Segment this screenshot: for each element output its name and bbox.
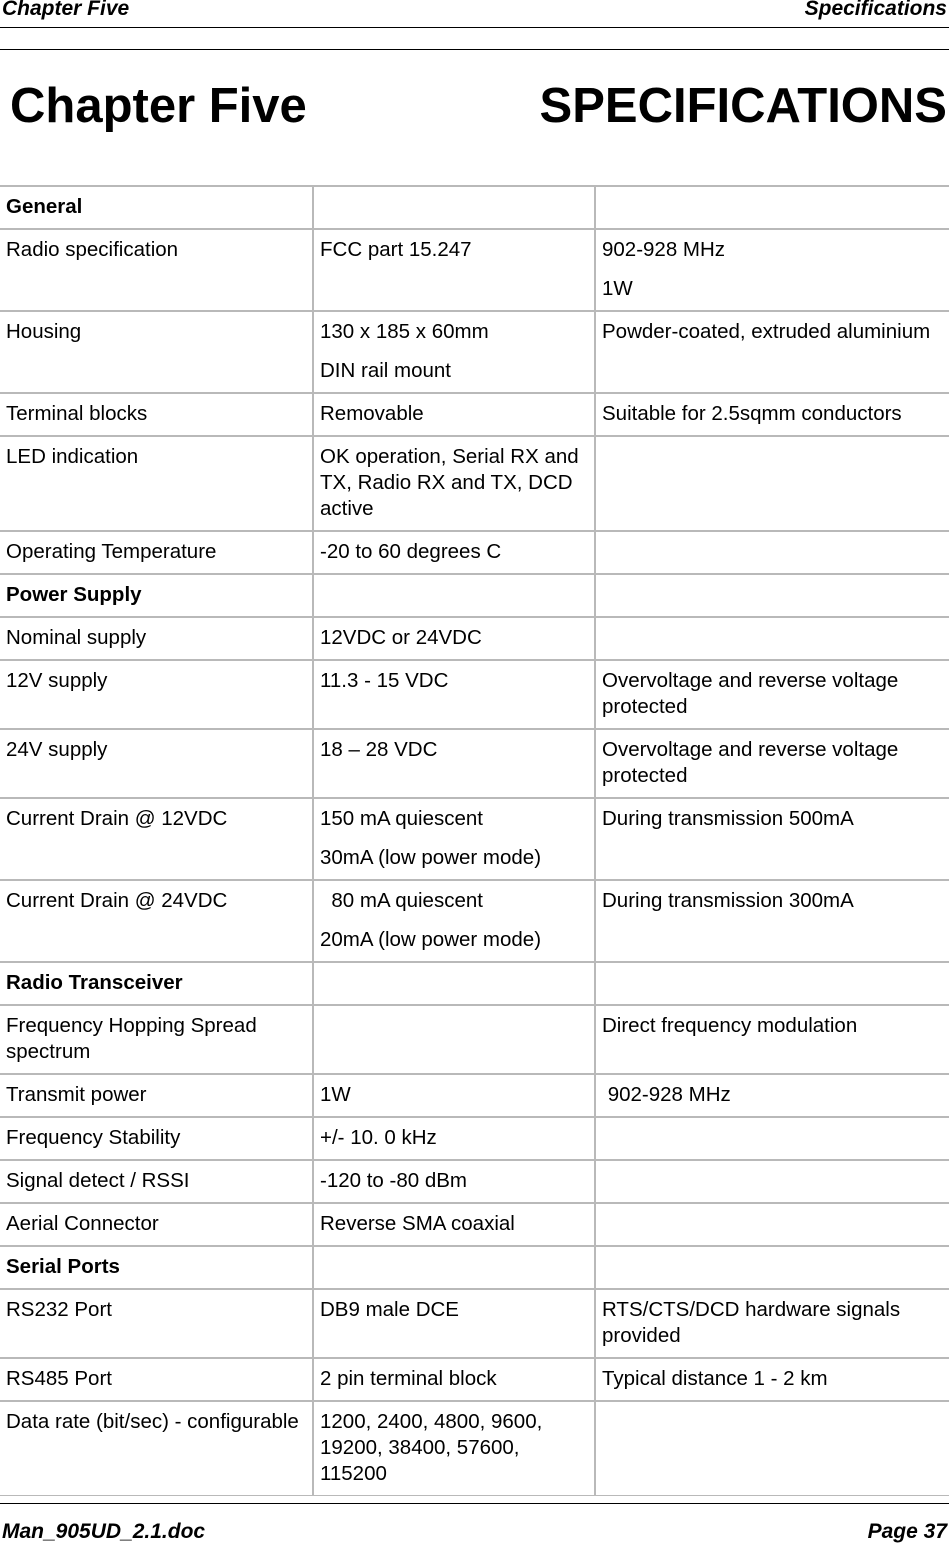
table-row	[0, 1401, 949, 1496]
spec-label: Signal detect / RSSI	[0, 1160, 313, 1203]
spec-note: Powder-coated, extruded aluminium	[595, 311, 949, 393]
spec-note-line: 1W	[602, 277, 633, 300]
spec-value	[313, 798, 595, 880]
spec-value: 11.3 - 15 VDC	[313, 660, 595, 729]
spec-value-line: DIN rail mount	[320, 359, 452, 382]
table-row	[0, 1074, 949, 1117]
header-rule	[0, 49, 949, 50]
spec-note	[595, 1246, 949, 1289]
spec-note: Overvoltage and reverse voltage protected	[595, 729, 949, 798]
spec-label: RS232 Port	[0, 1289, 313, 1358]
spec-value	[313, 880, 595, 962]
spec-value: 1W	[313, 1074, 595, 1117]
spec-note: During transmission 300mA	[595, 880, 949, 962]
footer-document-name: Man_905UD_2.1.doc	[2, 1520, 206, 1543]
table-row	[0, 1160, 949, 1203]
table-row	[0, 880, 949, 962]
table-row	[0, 1358, 949, 1401]
spec-note: 902-928 MHz	[595, 1074, 949, 1117]
spec-label: Nominal supply	[0, 617, 313, 660]
spec-note: RTS/CTS/DCD hardware signals provided	[595, 1289, 949, 1358]
table-row	[0, 798, 949, 880]
table-row	[0, 311, 949, 393]
spec-note: Typical distance 1 - 2 km	[595, 1358, 949, 1401]
footer-rule	[0, 1503, 949, 1504]
spec-note	[595, 186, 949, 229]
table-row	[0, 531, 949, 574]
spec-note	[595, 617, 949, 660]
spec-note: Overvoltage and reverse voltage protected	[595, 660, 949, 729]
spec-label: Data rate (bit/sec) - configurable	[0, 1401, 313, 1496]
spec-note-line: 902-928 MHz	[602, 238, 726, 261]
spec-label: Operating Temperature	[0, 531, 313, 574]
spec-label: Housing	[0, 311, 313, 393]
spec-value: -20 to 60 degrees C	[313, 531, 595, 574]
header-chapter: Chapter Five	[2, 0, 130, 20]
table-row	[0, 1289, 949, 1358]
section-heading: General	[0, 186, 313, 229]
table-row	[0, 729, 949, 798]
table-row	[0, 393, 949, 436]
spec-value-line: 30mA (low power mode)	[320, 846, 542, 869]
spec-value: 1200, 2400, 4800, 9600, 19200, 38400, 57600, 115200	[313, 1401, 595, 1496]
spec-label: Aerial Connector	[0, 1203, 313, 1246]
spec-value: Reverse SMA coaxial	[313, 1203, 595, 1246]
spec-label: Frequency Hopping Spread spectrum	[0, 1005, 313, 1074]
spec-note	[595, 574, 949, 617]
section-row-power-supply	[0, 574, 949, 617]
spec-label: Radio specification	[0, 229, 313, 311]
spec-note	[595, 962, 949, 1005]
section-heading: Power Supply	[0, 574, 313, 617]
table-row	[0, 660, 949, 729]
spec-value: Removable	[313, 393, 595, 436]
spec-label: Transmit power	[0, 1074, 313, 1117]
section-row-serial-ports	[0, 1246, 949, 1289]
spec-value: OK operation, Serial RX and TX, Radio RX and TX, DCD active	[313, 436, 595, 531]
spec-note	[595, 229, 949, 311]
section-row-radio-transceiver	[0, 962, 949, 1005]
spec-label: Current Drain @ 24VDC	[0, 880, 313, 962]
table-row	[0, 229, 949, 311]
spec-value	[313, 1005, 595, 1074]
table-row	[0, 1117, 949, 1160]
table-row	[0, 1005, 949, 1074]
header-section: Specifications	[804, 0, 947, 20]
chapter-heading: SPECIFICATIONS	[539, 79, 947, 133]
spec-label: Frequency Stability	[0, 1117, 313, 1160]
spec-value	[313, 186, 595, 229]
chapter-title: Chapter Five	[10, 79, 307, 133]
spec-value: FCC part 15.247	[313, 229, 595, 311]
section-heading: Serial Ports	[0, 1246, 313, 1289]
section-row-general	[0, 186, 949, 229]
spec-value	[313, 962, 595, 1005]
spec-value: 18 – 28 VDC	[313, 729, 595, 798]
spec-value	[313, 574, 595, 617]
spec-note: Suitable for 2.5sqmm conductors	[595, 393, 949, 436]
spec-label: RS485 Port	[0, 1358, 313, 1401]
spec-note	[595, 1160, 949, 1203]
spec-value: 2 pin terminal block	[313, 1358, 595, 1401]
table-row	[0, 617, 949, 660]
spec-value-line: 130 x 185 x 60mm	[320, 320, 489, 343]
spec-value-line: 20mA (low power mode)	[320, 928, 542, 951]
spec-note	[595, 1117, 949, 1160]
spec-label: 24V supply	[0, 729, 313, 798]
table-row	[0, 436, 949, 531]
spec-label: 12V supply	[0, 660, 313, 729]
footer-page-number: Page 37	[867, 1520, 947, 1543]
spec-value: 12VDC or 24VDC	[313, 617, 595, 660]
spec-note	[595, 1401, 949, 1496]
spec-value	[313, 1246, 595, 1289]
spec-label: Terminal blocks	[0, 393, 313, 436]
spec-value-line: 150 mA quiescent	[320, 807, 483, 830]
spec-label: Current Drain @ 12VDC	[0, 798, 313, 880]
spec-note: Direct frequency modulation	[595, 1005, 949, 1074]
spec-value	[313, 311, 595, 393]
section-heading: Radio Transceiver	[0, 962, 313, 1005]
table-row	[0, 1203, 949, 1246]
spec-value: -120 to -80 dBm	[313, 1160, 595, 1203]
spec-value: +/- 10. 0 kHz	[313, 1117, 595, 1160]
page-header	[0, 0, 949, 28]
spec-note	[595, 1203, 949, 1246]
specifications-table	[0, 185, 949, 1496]
spec-value-line: 80 mA quiescent	[320, 889, 483, 912]
spec-note: During transmission 500mA	[595, 798, 949, 880]
spec-note	[595, 531, 949, 574]
spec-value: DB9 male DCE	[313, 1289, 595, 1358]
spec-label: LED indication	[0, 436, 313, 531]
spec-note	[595, 436, 949, 531]
